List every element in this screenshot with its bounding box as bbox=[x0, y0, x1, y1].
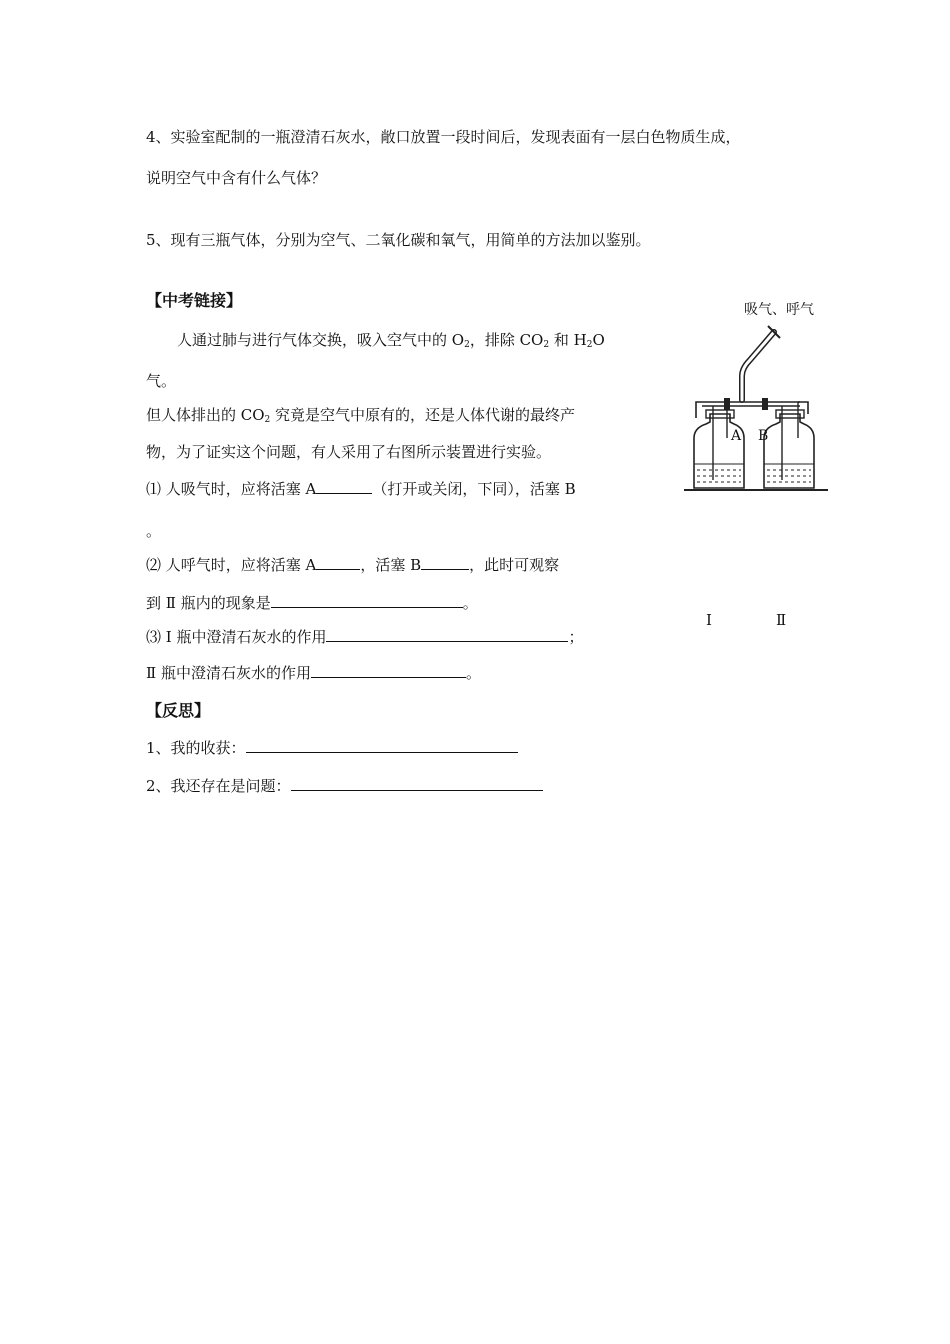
answer-blank-1a[interactable] bbox=[316, 479, 372, 494]
valve-a-label: A bbox=[731, 428, 742, 444]
exam-paragraph-2-cont: 物，为了证实这个问题，有人采用了右图所示装置进行实验。 bbox=[146, 443, 552, 461]
exam-heading: 【中考链接】 bbox=[146, 291, 243, 310]
exam-question-2: ⑵ 人呼气时，应将活塞 A ，活塞 B ，此时可观察 bbox=[146, 556, 560, 574]
answer-blank-3b[interactable] bbox=[311, 663, 466, 678]
answer-blank-3a[interactable] bbox=[326, 627, 568, 642]
exam-paragraph-1: 人通过肺与进行气体交换，吸入空气中的 $O_2$，排除 $CO_2$ 和 $H_2O$ bbox=[177, 331, 605, 350]
figure-top-label: 吸气、呼气 bbox=[744, 302, 814, 318]
answer-blank-2b[interactable] bbox=[421, 555, 469, 570]
answer-blank-2a[interactable] bbox=[316, 555, 360, 570]
answer-blank-2c[interactable] bbox=[271, 593, 463, 608]
q4-line2: 说明空气中含有什么气体？ bbox=[146, 169, 327, 187]
reflect-heading: 【反思】 bbox=[146, 701, 211, 720]
reflect-item-1: 1、我的收获： bbox=[146, 738, 518, 758]
q4-line1: 4、实验室配制的一瓶澄清石灰水，敞口放置一段时间后，发现表面有一层白色物质生成， bbox=[146, 128, 741, 146]
exam-paragraph-2: 但人体排出的 $CO_2$ 究竟是空气中原有的，还是人体代谢的最终产 bbox=[146, 406, 576, 425]
exam-question-1-end: 。 bbox=[146, 522, 162, 540]
bottle-1-label: Ⅰ bbox=[706, 611, 712, 629]
valve-b-label: B bbox=[758, 428, 769, 444]
reflect-item-2: 2、我还存在是问题： bbox=[146, 776, 543, 796]
exam-question-3: ⑶ Ⅰ 瓶中澄清石灰水的作用 ； bbox=[146, 628, 584, 646]
exam-question-1: ⑴ 人吸气时，应将活塞 A （打开或关闭，下同），活塞 B bbox=[146, 480, 576, 498]
exam-question-3-cont: Ⅱ 瓶中澄清石灰水的作用 。 bbox=[146, 664, 481, 682]
gas-washing-apparatus bbox=[680, 318, 860, 508]
bottle-2-label: Ⅱ bbox=[776, 611, 787, 629]
exam-question-2-cont: 到 Ⅱ 瓶内的现象是 。 bbox=[146, 594, 478, 612]
exam-paragraph-1-cont: 气。 bbox=[146, 372, 177, 390]
q5-text: 5、现有三瓶气体，分别为空气、二氧化碳和氧气，用简单的方法加以鉴别。 bbox=[146, 231, 651, 249]
reflect-blank-2[interactable] bbox=[291, 776, 543, 791]
reflect-blank-1[interactable] bbox=[246, 738, 518, 753]
